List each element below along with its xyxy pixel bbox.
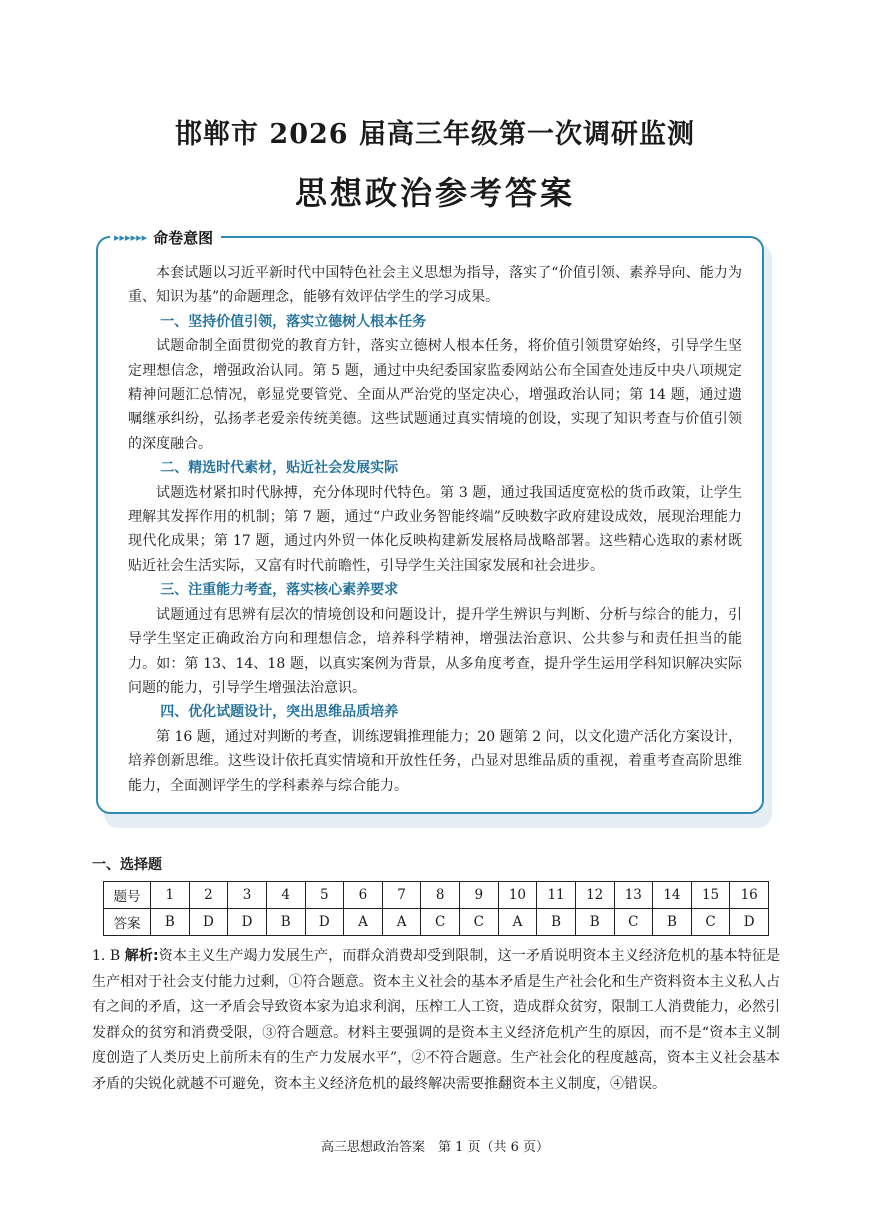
answer-table-answer-row [104, 909, 769, 936]
answer-cell: D [730, 909, 769, 936]
answer-cell: B [575, 909, 614, 936]
question-number: 15 [691, 882, 730, 909]
page-footer: 高三思想政治答案 第 1 页（共 6 页） [320, 1140, 550, 1155]
page-subtitle: 思想政治参考答案 [294, 174, 575, 212]
intent-heading-1: 一、坚持价值引领，落实立德树人根本任务 [160, 313, 427, 330]
answer-cell: D [189, 909, 228, 936]
question-number: 9 [460, 882, 499, 909]
answer-cell: D [305, 909, 344, 936]
intent-text-3: 试题通过有思辨有层次的情境创设和问题设计，提升学生辨识与判断、分析与综合的能力，引导学生坚定正确政治方向和理想信念，培养科学精神，增强法治意识、公共参与和责任担当的能力。如：第 13、14、18 题，以真实案例为背景，从多角度考查，提升学生运用学科知识解决实际问题的能力，引导学生增强法治意识。 [128, 606, 742, 696]
question-number: 14 [653, 882, 692, 909]
question-number: 1 [151, 882, 190, 909]
question-number: 12 [575, 882, 614, 909]
answer-cell: C [614, 909, 653, 936]
intent-heading-2: 二、精选时代素材，贴近社会发展实际 [160, 460, 399, 477]
question-number: 11 [537, 882, 576, 909]
explanation-tag: 解析: [124, 948, 159, 964]
row-label-answer: 答案 [104, 909, 151, 936]
row-label-number: 题号 [104, 882, 151, 909]
answer-cell: C [691, 909, 730, 936]
question-number: 16 [730, 882, 769, 909]
question-number: 7 [382, 882, 421, 909]
answer-cell: C [421, 909, 460, 936]
question-number: 6 [344, 882, 383, 909]
page-title: 邯郸市 2026 届高三年级第一次调研监测 [175, 119, 695, 150]
question-number: 4 [266, 882, 305, 909]
answer-cell: B [266, 909, 305, 936]
answer-cell: A [498, 909, 537, 936]
answer-cell: A [344, 909, 383, 936]
question-number: 13 [614, 882, 653, 909]
intent-body [128, 261, 742, 798]
intent-text-1: 试题命制全面贯彻党的教育方针，落实立德树人根本任务，将价值引领贯穿始终，引导学生坚定理想信念，增强政治认同。第 5 题，通过中央纪委国家监委网站公布全国查处违反中央八项规定精神问题汇总情况，彰显党要管党、全面从严治党的坚定决心，增强政治认同；第 14 题，通过遗嘱继承纠纷，弘扬孝老爱亲传统美德。这些试题通过真实情境的创设，实现了知识考查与价值引领的深度融合。 [128, 338, 742, 452]
question-number: 8 [421, 882, 460, 909]
intent-box-header [110, 224, 221, 250]
arrows-icon: ▸▸▸▸▸▸ [114, 230, 148, 244]
answer-table [103, 881, 769, 936]
answer-table-number-row [104, 882, 769, 909]
answer-cell: B [653, 909, 692, 936]
intent-text-4: 第 16 题，通过对判断的考查，训练逻辑推理能力；20 题第 2 问，以文化遗产活化方案设计，培养创新思维。这些设计依托真实情境和开放性任务，凸显对思维品质的重视，着重考查高阶思维能力，全面测评学生的学科素养与综合能力。 [128, 728, 742, 794]
choice-section-title: 一、选择题 [92, 857, 162, 873]
intent-intro: 本套试题以习近平新时代中国特色社会主义思想为指导，落实了“价值引领、素养导向、能力为重、知识为基”的命题理念，能够有效评估学生的学习成果。 [128, 265, 742, 306]
answer-cell: A [382, 909, 421, 936]
answer-cell: D [228, 909, 267, 936]
explanation-q1 [92, 944, 780, 1097]
explanation-text: 资本主义生产竭力发展生产，而群众消费却受到限制，这一矛盾说明资本主义经济危机的基本特征是生产相对于社会支付能力过剩，①符合题意。资本主义社会的基本矛盾是生产社会化和生产资料资本主义私人占有之间的矛盾，这一矛盾会导致资本家为追求利润，压榨工人工资，造成群众贫穷，限制工人消费能力，必然引发群众的贫穷和消费受限，③符合题意。材料主要强调的是资本主义经济危机产生的原因，而不是“资本主义制度创造了人类历史上前所未有的生产力发展水平”，②不符合题意。生产社会化的程度越高，资本主义社会基本矛盾的尖锐化就越不可避免，资本主义经济危机的最终解决需要推翻资本主义制度，④错误。 [92, 948, 780, 1092]
answer-cell: B [537, 909, 576, 936]
question-number: 2 [189, 882, 228, 909]
intent-heading-3: 三、注重能力考查，落实核心素养要求 [160, 582, 399, 599]
question-number: 5 [305, 882, 344, 909]
intent-text-2: 试题选材紧扣时代脉搏，充分体现时代特色。第 3 题，通过我国适度宽松的货币政策，让学生理解其发挥作用的机制；第 7 题，通过“户政业务智能终端”反映数字政府建设成效，展现治理能力现代化成果；第 17 题，通过内外贸一体化反映构建新发展格局战略部署。这些精心选取的素材既贴近社会生活实际，又富有时代前瞻性，引导学生关注国家发展和社会进步。 [128, 484, 742, 574]
question-number: 10 [498, 882, 537, 909]
intent-box-title: 命卷意图 [153, 228, 214, 247]
answer-cell: B [151, 909, 190, 936]
answer-cell: C [460, 909, 499, 936]
explanation-answer: 1. B [92, 948, 121, 964]
question-number: 3 [228, 882, 267, 909]
intent-heading-4: 四、优化试题设计，突出思维品质培养 [160, 704, 399, 721]
